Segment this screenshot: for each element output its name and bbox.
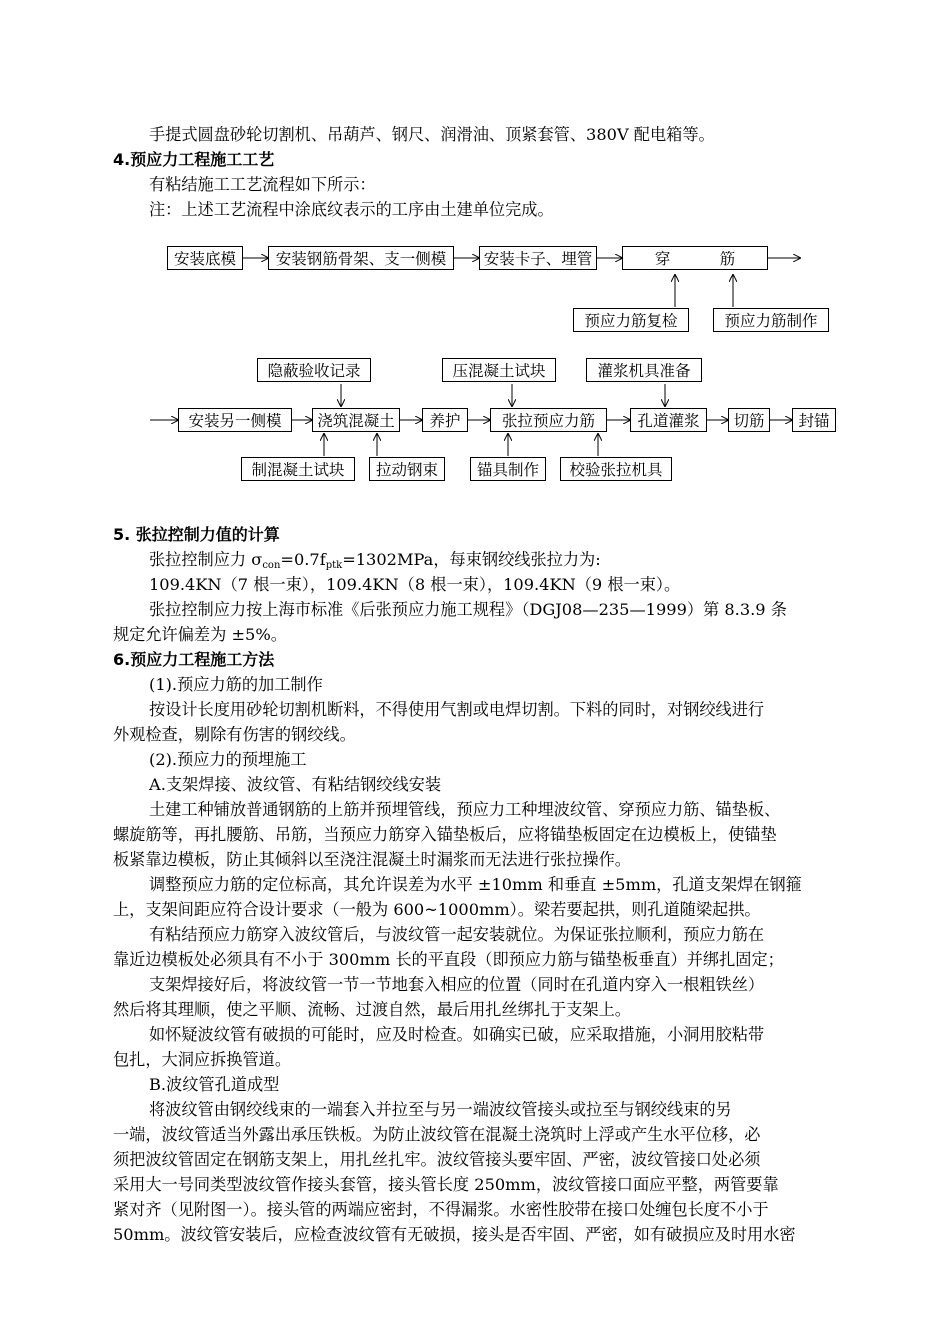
flow-step-calibrate-equipment: 校验张拉机具 <box>560 457 672 481</box>
flow-step-anchor-fabrication: 锚具制作 <box>470 457 546 481</box>
text-line: 靠近边模板处必须具有不小于 300mm 长的平直段（即预应力筋与锚垫板垂直）并绑扎固定； <box>113 950 784 969</box>
text-line: 螺旋筋等，再扎腰筋、吊筋，当预应力筋穿入锚垫板后，应将锚垫板固定在边模板上，使锚垫 <box>113 825 777 844</box>
text-line: 规定允许偏差为 ±5%。 <box>113 625 287 644</box>
text-line: 须把波纹管固定在钢筋支架上，用扎丝扎牢。波纹管接头要牢固、严密，波纹管接口处必须 <box>113 1150 761 1169</box>
flow-step-press-concrete-test: 压混凝土试块 <box>442 358 556 382</box>
text-line: 109.4KN（7 根一束），109.4KN（8 根一束），109.4KN（9 根一束）。 <box>149 575 681 594</box>
formula-subscript: ptk <box>325 560 343 571</box>
section-heading-5: 5. 张拉控制力值的计算 <box>113 525 280 544</box>
text-line: 如怀疑波纹管有破损的可能时，应及时检查。如确实已破，应采取措施，小洞用胶粘带 <box>149 1025 765 1044</box>
text-line: 采用大一号同类型波纹管作接头套管，接头管长度 250mm，波纹管接口面应平整，两管要靠 <box>113 1175 779 1194</box>
text-line: B.波纹管孔道成型 <box>149 1075 280 1094</box>
text-line: 上，支架间距应符合设计要求（一般为 600~1000mm）。梁若要起拱，则孔道随梁起拱。 <box>113 900 761 919</box>
flow-step-install-rebar-frame: 安装钢筋骨架、支一侧模 <box>268 246 454 270</box>
formula-subscript: con <box>262 560 281 571</box>
formula-part: 张拉控制应力 σ <box>149 550 263 569</box>
flow-step-cut-tendons: 切筋 <box>728 408 770 432</box>
flow-step-tendon-fabrication: 预应力筋制作 <box>713 308 829 332</box>
text-line: 有粘结预应力筋穿入波纹管后，与波纹管一起安装就位。为保证张拉顺利，预应力筋在 <box>149 925 765 944</box>
text-line: (1).预应力筋的加工制作 <box>149 675 323 694</box>
flow-step-concealed-inspection: 隐蔽验收记录 <box>257 358 371 382</box>
flow-step-seal-anchor: 封锚 <box>792 408 836 432</box>
text-line: 一端，波纹管适当外露出承压铁板。为防止波纹管在混凝土浇筑时上浮或产生水平位移，必 <box>113 1125 761 1144</box>
text-line: 调整预应力筋的定位标高，其允许误差为水平 ±10mm 和垂直 ±5mm，孔道支架焊在钢箍 <box>149 875 802 894</box>
flow-step-install-bottom-form: 安装底模 <box>167 246 243 270</box>
flow-step-install-clips: 安装卡子、埋管 <box>479 246 597 270</box>
flow-step-make-concrete-test: 制混凝土试块 <box>241 457 355 481</box>
flow-step-duct-grouting: 孔道灌浆 <box>630 408 707 432</box>
flow-step-grouting-equipment: 灌浆机具准备 <box>586 358 702 382</box>
text-line: 外观检查，剔除有伤害的钢绞线。 <box>113 725 356 744</box>
text-line: 将波纹管由钢绞线束的一端套入并拉至与另一端波纹管接头或拉至与钢绞线束的另 <box>149 1100 732 1119</box>
text-line: 支架焊接好后，将波纹管一节一节地套入相应的位置（同时在孔道内穿入一根粗铁丝） <box>149 975 765 994</box>
text-line: 张拉控制应力按上海市标准《后张预应力施工规程》（DGJ08—235—1999）第 8.3.9 条 <box>149 600 787 619</box>
flow-step-install-other-side-form: 安装另一侧模 <box>178 408 292 432</box>
text-line: 板紧靠边模板，防止其倾斜以至浇注混凝土时漏浆而无法进行张拉操作。 <box>113 850 631 869</box>
text-line: 按设计长度用砂轮切割机断料，不得使用气割或电焊切割。下料的同时，对钢绞线进行 <box>149 700 765 719</box>
formula-part: =1302MPa，每束钢绞线张拉力为: <box>342 550 601 569</box>
text-line: 注：上述工艺流程中涂底纹表示的工序由土建单位完成。 <box>149 200 554 219</box>
text-line: 然后将其理顺，使之平顺、流畅、过渡自然，最后用扎丝绑扎于支架上。 <box>113 1000 631 1019</box>
flow-step-pull-strands: 拉动钢束 <box>369 457 445 481</box>
text-line: 手提式圆盘砂轮切割机、吊葫芦、钢尺、润滑油、顶紧套管、380V 配电箱等。 <box>149 125 715 144</box>
text-line: 50mm。波纹管安装后，应检查波纹管有无破损，接头是否牢固、严密，如有破损应及时用水密 <box>113 1225 796 1244</box>
flow-step-curing: 养护 <box>422 408 468 432</box>
flow-step-pour-concrete: 浇筑混凝土 <box>312 408 400 432</box>
section-heading-4: 4.预应力工程施工工艺 <box>113 150 275 169</box>
formula-part: =0.7f <box>280 550 326 569</box>
text-line: 紧对齐（见附图一）。接头管的两端应密封，不得漏浆。水密性胶带在接口处缠包长度不小于 <box>113 1200 769 1219</box>
text-line: 有粘结施工工艺流程如下所示： <box>149 175 376 194</box>
text-line: A.支架焊接、波纹管、有粘结钢绞线安装 <box>149 775 442 794</box>
text-line: (2).预应力的预埋施工 <box>149 750 307 769</box>
text-line: 包扎，大洞应拆换管道。 <box>113 1050 292 1069</box>
flow-step-tendon-recheck: 预应力筋复检 <box>573 308 689 332</box>
text-line: 土建工种铺放普通钢筋的上筋并预埋管线，预应力工种埋波纹管、穿预应力筋、锚垫板、 <box>149 800 781 819</box>
section-heading-6: 6.预应力工程施工方法 <box>113 650 275 669</box>
flow-step-tension-tendons: 张拉预应力筋 <box>490 408 607 432</box>
flow-step-thread-tendons: 穿 筋 <box>622 246 768 270</box>
